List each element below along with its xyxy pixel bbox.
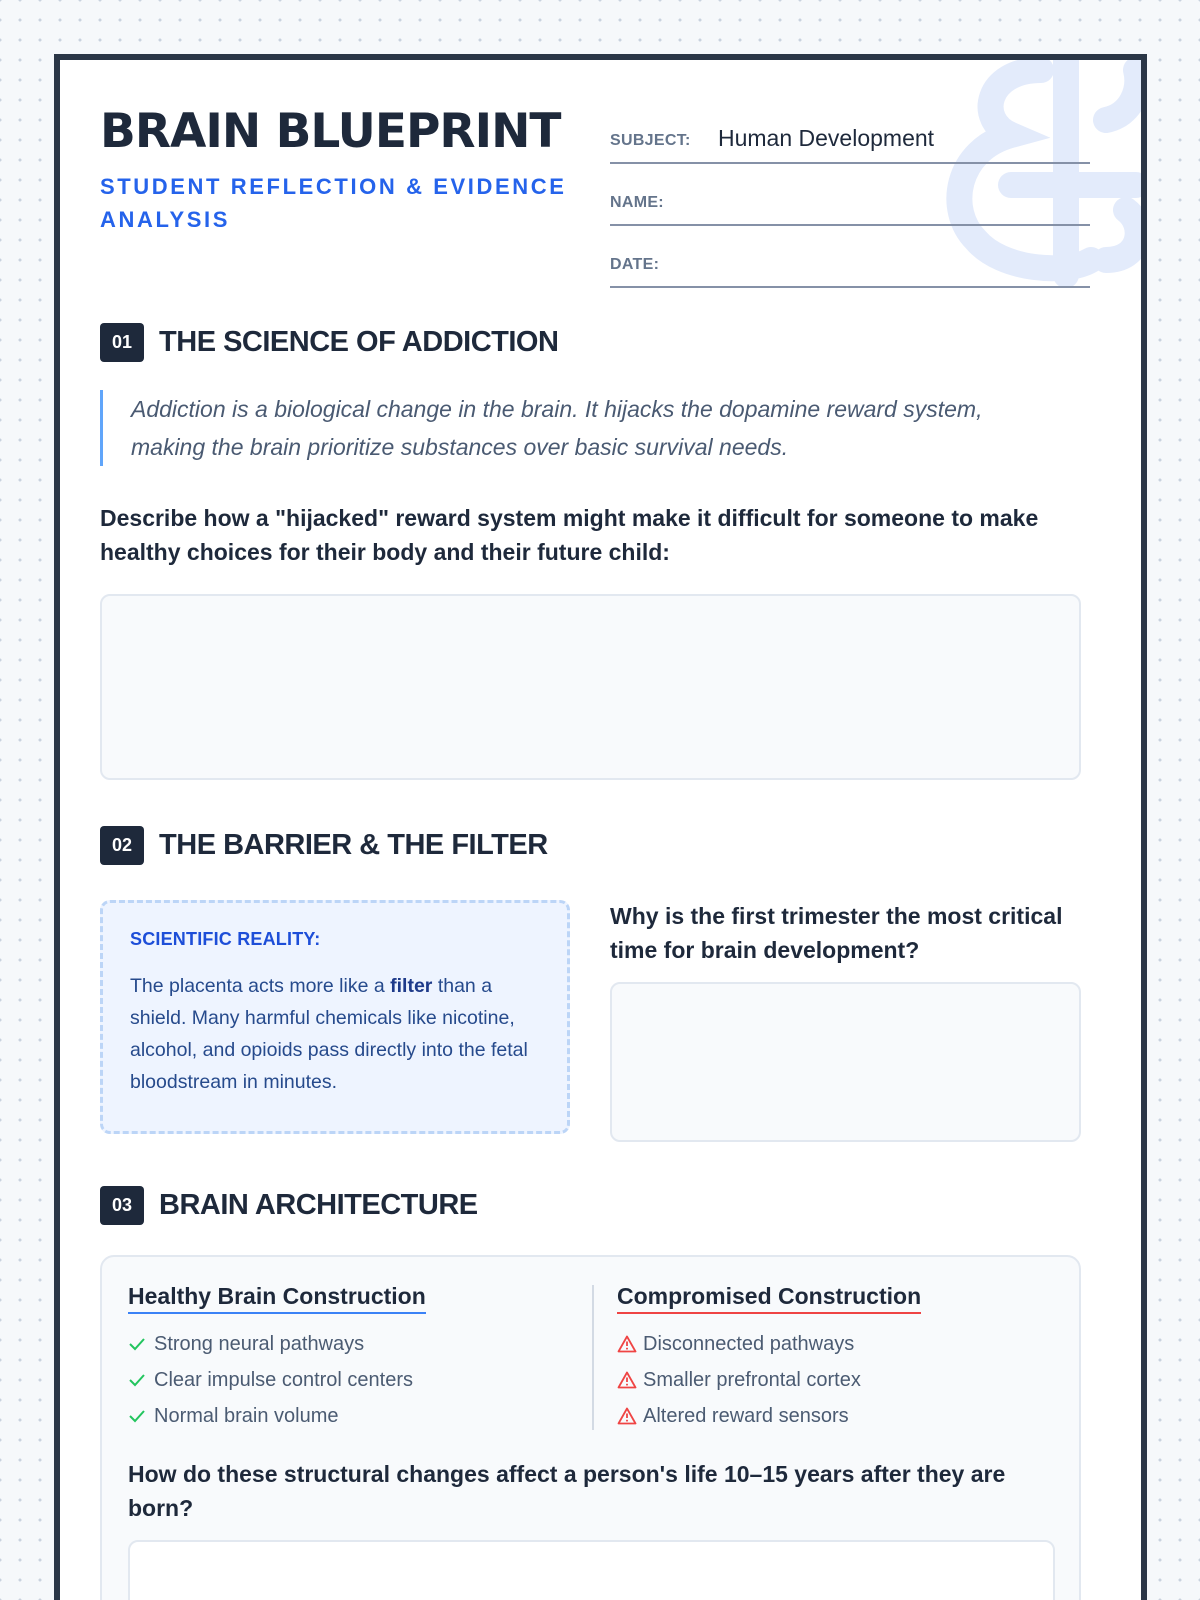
section-02-number: 02 [100,826,144,865]
header-fields [610,102,1090,288]
section-01-answer-box[interactable] [100,594,1081,780]
brain-architecture-panel [100,1255,1081,1600]
healthy-item-text: Normal brain volume [154,1405,339,1427]
section-02-answer-box[interactable] [610,982,1081,1142]
worksheet-subtitle: STUDENT REFLECTION & EVIDENCE ANALYSIS [100,174,567,232]
scientific-reality-callout [100,900,570,1134]
healthy-title: Healthy Brain Construction [128,1283,426,1314]
list-item [128,1326,568,1362]
warning-triangle-icon [617,1407,643,1425]
column-divider [592,1285,594,1430]
date-field[interactable] [610,226,1090,288]
section-02-question: Why is the first trimester the most critical time for brain development? [610,903,1063,963]
compromised-column [617,1283,1057,1434]
callout-text-bold: filter [390,975,433,997]
worksheet [54,54,1147,1600]
list-item [617,1362,1057,1398]
date-label: DATE: [610,256,660,273]
section-03-answer-box[interactable] [128,1540,1055,1600]
list-item [617,1326,1057,1362]
section-01-number: 01 [100,323,144,362]
healthy-item-text: Clear impulse control centers [154,1369,413,1391]
healthy-column [128,1283,568,1434]
list-item [617,1398,1057,1434]
section-03-question: How do these structural changes affect a person's life 10–15 years after they are born? [128,1461,1006,1521]
subject-field[interactable] [610,102,1090,164]
callout-title: SCIENTIFIC REALITY: [130,929,321,949]
callout-text-part: The placenta acts more like a [130,975,391,997]
healthy-list [128,1326,568,1434]
callout-text [130,970,540,1098]
list-item [128,1362,568,1398]
addiction-definition-quote: Addiction is a biological change in the brain. It hijacks the dopamine reward system, making the brain prioritize substances over basic survival needs. [100,390,1050,466]
subject-value[interactable]: Human Development [718,125,935,151]
callout-text-part: than a shield. Many harmful chemicals like nicotine, alcohol, and opioids pass directly into the fetal bloodstream in minutes. [130,975,528,1093]
section-01-question: Describe how a "hijacked" reward system might make it difficult for someone to make healthy choices for their body and their future child: [100,505,1039,565]
compromised-list [617,1326,1057,1434]
check-icon [128,1373,154,1387]
section-02-title: THE BARRIER & THE FILTER [159,829,548,861]
subject-label: SUBJECT: [610,132,691,149]
compromised-item-text: Altered reward sensors [643,1405,849,1427]
list-item [128,1398,568,1434]
section-03-header [100,1186,478,1225]
section-03-number: 03 [100,1186,144,1225]
section-02-header [100,826,548,865]
compromised-item-text: Smaller prefrontal cortex [643,1369,861,1391]
section-01-header [100,323,558,362]
warning-triangle-icon [617,1335,643,1353]
section-01-title: THE SCIENCE OF ADDICTION [159,326,559,358]
compromised-item-text: Disconnected pathways [643,1333,855,1355]
check-icon [128,1337,154,1351]
name-field[interactable] [610,164,1090,226]
check-icon [128,1409,154,1423]
name-label: NAME: [610,194,664,211]
warning-triangle-icon [617,1371,643,1389]
worksheet-title: BRAIN BLUEPRINT [100,104,561,159]
section-03-title: BRAIN ARCHITECTURE [159,1189,478,1221]
compromised-title: Compromised Construction [617,1283,921,1314]
healthy-item-text: Strong neural pathways [154,1333,365,1355]
